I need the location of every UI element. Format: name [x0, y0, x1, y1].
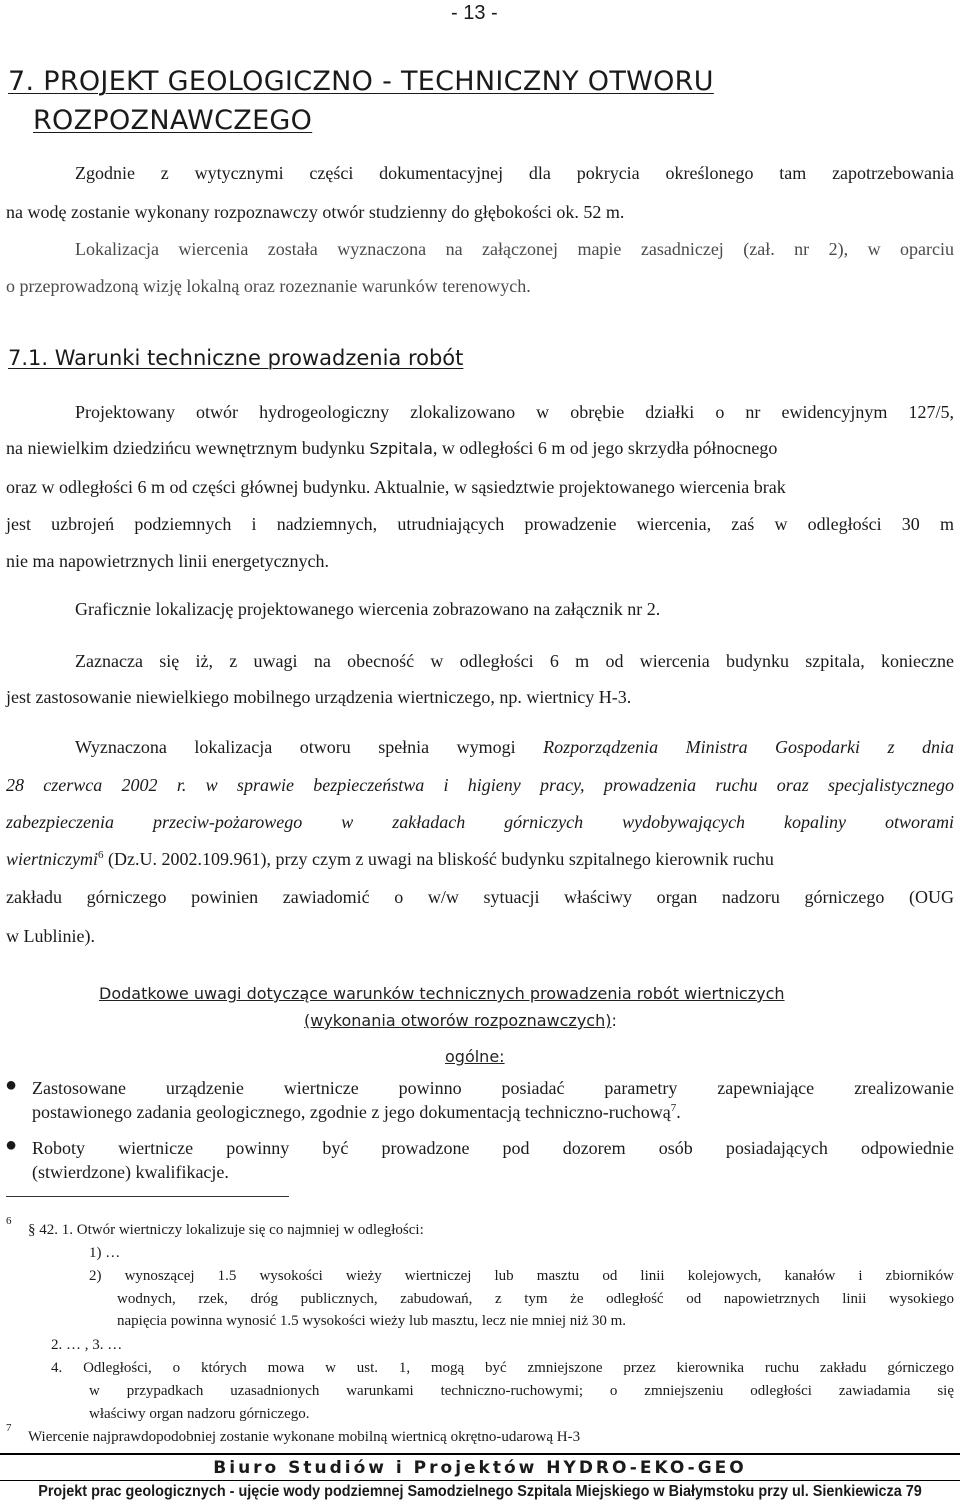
footnote-line: 1) …: [89, 1245, 121, 1261]
bullet-line: Zastosowane urządzenie wiertnicze powinno posiadać parametry zapewniające zrealizowanie: [32, 1078, 954, 1098]
page-number: - 13 -: [451, 2, 498, 24]
footnote-line: 2. … , 3. …: [51, 1337, 123, 1353]
regulation-title: Rozporządzenia Ministra Gospodarki z dnia: [543, 737, 954, 757]
intro-line: na wodę zostanie wykonany rozpoznawczy otwór studzienny do głębokości ok. 52 m.: [6, 202, 625, 222]
bullet-line: Roboty wiertnicze powinny być prowadzone pod dozorem osób posiadających odpowiednie: [32, 1138, 954, 1158]
regulation-title: zabezpieczenia przeciw-pożarowego w zakładach górniczych wydobywających kopaliny otworami: [6, 812, 954, 832]
remarks-title-cont: [304, 1011, 617, 1030]
body-line: [6, 437, 954, 460]
bullet-line: [32, 1101, 954, 1123]
footnote-ref: 7: [670, 1102, 677, 1114]
remarks-title-colon: :: [611, 1011, 617, 1030]
remarks-title: Dodatkowe uwagi dotyczące warunków technicznych prowadzenia robót wiertniczych: [99, 984, 785, 1003]
body-text: oraz w odległości 6 m od części głównej budynku.: [6, 477, 371, 497]
footer-company: Biuro Studiów i Projektów HYDRO-EKO-GEO: [213, 1458, 747, 1478]
footnote-line: Wiercenie najprawdopodobniej zostanie wykonane mobilną wiertnicą okrętno-udarową H-3: [28, 1429, 581, 1445]
regulation-title: 28 czerwca 2002 r. w sprawie bezpieczeństwa i higieny pracy, prowadzenia ruchu oraz specjalistycznego: [6, 775, 954, 795]
chapter-heading-cont: ROZPOZNAWCZEGO: [33, 105, 313, 136]
footnote-ref: 6: [98, 849, 104, 861]
body-text: Wyznaczona lokalizacja otworu spełnia wymogi: [75, 737, 544, 757]
body-line: jest zastosowanie niewielkiego mobilnego urządzenia wiertniczego, np. wiertnicy H-3.: [6, 687, 632, 707]
footer-rule: [0, 1453, 960, 1455]
body-line: Projektowany otwór hydrogeologiczny zlokalizowano w obrębie działki o nr ewidencyjnym 127/5,: [75, 402, 954, 422]
body-line: [6, 774, 954, 796]
body-line: Zaznacza się iż, z uwagi na obecność w odległości 6 m od wiercenia budynku szpitala, konieczne: [75, 651, 954, 671]
intro-line: Lokalizacja wiercenia została wyznaczona na załączonej mapie zasadniczej (zał. nr 2), w oparciu: [75, 239, 954, 259]
footnote-line: właściwy organ nadzoru górniczego.: [89, 1406, 310, 1422]
body-line: [6, 476, 954, 498]
footnote-mark: 6: [6, 1215, 12, 1227]
intro-line: Zgodnie z wytycznymi części dokumentacyjnej dla pokrycia określonego tam zapotrzebowania: [75, 163, 954, 183]
footnote-line: w przypadkach uzasadnionych warunkami techniczno-ruchowymi; o zmniejszeniu odległości zawiadamia się: [89, 1383, 954, 1399]
body-line: zakładu górniczego powinien zawiadomić o w/w sytuacji właściwy organ nadzoru górniczego (OUG: [6, 887, 954, 907]
intro-line: o przeprowadzoną wizję lokalną oraz rozeznanie warunków terenowych.: [6, 276, 531, 296]
body-text: , w odległości 6 m od jego skrzydła północnego: [432, 438, 778, 458]
body-text: Aktualnie, w sąsiedztwie projektowanego wiercenia brak: [370, 477, 786, 497]
chapter-heading: 7. PROJEKT GEOLOGICZNO - TECHNICZNY OTWORU: [8, 66, 714, 97]
body-text: na niewielkim dziedzińcu wewnętrznym budynku: [6, 438, 370, 458]
hospital-word: Szpitala: [369, 439, 433, 458]
general-label: ogólne:: [445, 1047, 505, 1066]
footer-project: Projekt prac geologicznych - ujęcie wody podziemnej Samodzielnego Szpitala Miejskiego w Białymstoku przy ul. Sienkiewicza 79: [38, 1483, 922, 1500]
regulation-title: wiertniczymi: [6, 849, 98, 869]
bullet-text: postawionego zadania geologicznego, zgodnie z jego dokumentacją techniczno-ruchową: [32, 1102, 671, 1122]
remarks-title-text: (wykonania otworów rozpoznawczych): [304, 1011, 612, 1030]
footnote-separator: [6, 1196, 289, 1197]
footnote-mark: 7: [6, 1422, 12, 1434]
bullet-icon: ●: [5, 1074, 18, 1096]
body-line: [6, 811, 954, 833]
footnote-line: 4. Odległości, o których mowa w ust. 1, mogą być zmniejszone przez kierownika ruchu zakładu górniczego: [51, 1360, 954, 1376]
body-text: (Dz.U. 2002.109.961), przy czym z uwagi na bliskość budynku szpitalnego kierownik ruchu: [103, 849, 774, 869]
footnote-line: wodnych, rzek, dróg publicznych, zabudowań, z tym że odległość od napowietrznych linii wysokiego: [117, 1291, 954, 1307]
body-line: jest uzbrojeń podziemnych i nadziemnych, utrudniających prowadzenie wiercenia, zaś w odległości 30 m: [6, 514, 954, 534]
footnote-line: 2) wynoszącej 1.5 wysokości wieży wiertniczej lub masztu od linii kolejowych, kanałów i zbiorników: [89, 1268, 954, 1284]
body-line: w Lublinie).: [6, 926, 95, 946]
section-heading-7-1: 7.1. Warunki techniczne prowadzenia robót: [8, 346, 464, 370]
footnote-line: napięcia powinna wynosić 1.5 wysokości wieży lub masztu, lecz nie mniej niż 30 m.: [117, 1313, 627, 1329]
body-line: Graficznie lokalizację projektowanego wiercenia zobrazowano na załącznik nr 2.: [75, 599, 661, 619]
footnote-line: § 42. 1. Otwór wiertniczy lokalizuje się co najmniej w odległości:: [28, 1222, 424, 1238]
body-line: [75, 736, 954, 758]
body-line: nie ma napowietrznych linii energetycznych.: [6, 551, 330, 571]
body-line: [6, 848, 954, 870]
footer-rule: [0, 1480, 960, 1481]
bullet-line: (stwierdzone) kwalifikacje.: [32, 1162, 229, 1182]
bullet-icon: ●: [5, 1134, 18, 1156]
bullet-text-end: .: [676, 1102, 681, 1122]
